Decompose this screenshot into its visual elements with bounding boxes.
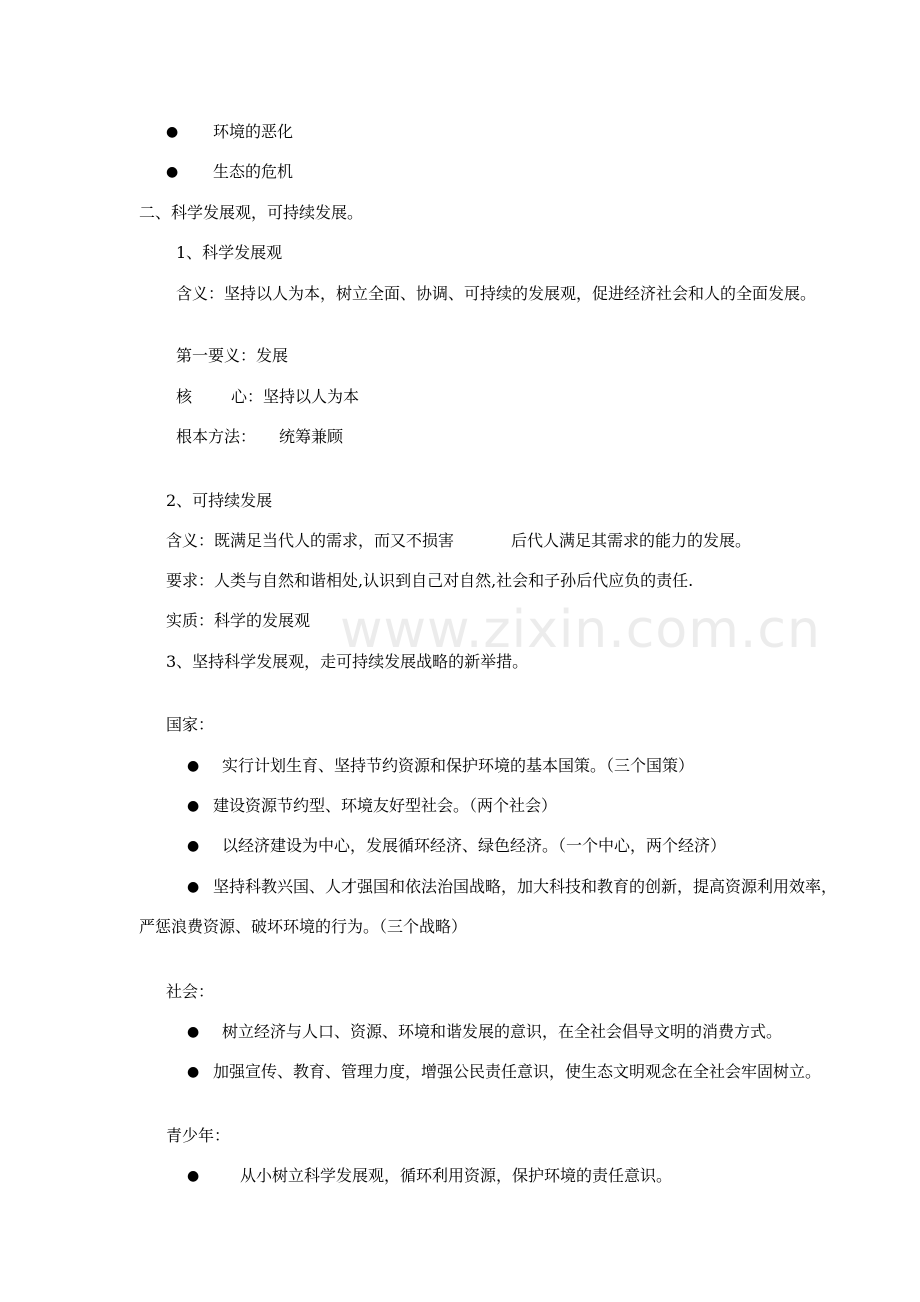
list-item: 实行计划生育、坚持节约资源和保护环境的基本国策。（三个国策） bbox=[222, 756, 695, 775]
definition-text: 含义：坚持以人为本，树立全面、协调、可持续的发展观，促进经济社会和人的全面发展。 bbox=[176, 284, 817, 303]
subsection-title: 3、坚持科学发展观，走可持续发展战略的新举措。 bbox=[166, 652, 529, 671]
method-label: 根本方法： bbox=[176, 427, 257, 446]
list-item: 加强宣传、教育、管理力度，增强公民责任意识，使生态文明观念在全社会牢固树立。 bbox=[213, 1062, 822, 1081]
watermark: www.zixin.com.cn bbox=[340, 600, 821, 660]
section-heading: 二、科学发展观，可持续发展。 bbox=[139, 203, 364, 222]
list-item: 生态的危机 bbox=[213, 162, 294, 181]
list-item-continuation: 严惩浪费资源、破坏环境的行为。（三个战略） bbox=[139, 917, 468, 936]
first-essence-text: 第一要义：发展 bbox=[176, 346, 289, 365]
bullet-icon: ● bbox=[187, 758, 200, 774]
group-label-country: 国家： bbox=[166, 715, 215, 734]
bullet-icon: ● bbox=[187, 838, 200, 854]
core-text: 心：坚持以人为本 bbox=[231, 387, 360, 406]
list-item: 坚持科教兴国、人才强国和依法治国战略，加大科技和教育的创新，提高资源利用效率， bbox=[213, 877, 838, 896]
definition-text-a: 含义：既满足当代人的需求，而又不损害 bbox=[166, 531, 455, 550]
list-item: 树立经济与人口、资源、环境和谐发展的意识，在全社会倡导文明的消费方式。 bbox=[222, 1022, 783, 1041]
list-item: 从小树立科学发展观，循环利用资源，保护环境的责任意识。 bbox=[240, 1166, 673, 1185]
subsection-title: 1、科学发展观 bbox=[176, 243, 283, 262]
bullet-icon: ● bbox=[187, 1168, 200, 1184]
core-label: 核 bbox=[176, 387, 193, 406]
bullet-icon: ● bbox=[166, 124, 179, 140]
list-item: 建设资源节约型、环境友好型社会。（两个社会） bbox=[213, 796, 558, 815]
bullet-icon: ● bbox=[187, 798, 200, 814]
group-label-youth: 青少年： bbox=[166, 1126, 231, 1145]
bullet-icon: ● bbox=[187, 1064, 200, 1080]
bullet-icon: ● bbox=[187, 879, 200, 895]
bullet-icon: ● bbox=[187, 1024, 200, 1040]
list-item: 以经济建设为中心，发展循环经济、绿色经济。（一个中心，两个经济） bbox=[222, 836, 727, 855]
group-label-society: 社会： bbox=[166, 982, 215, 1001]
subsection-title: 2、可持续发展 bbox=[166, 491, 273, 510]
essence-text: 实质：科学的发展观 bbox=[166, 611, 311, 630]
bullet-icon: ● bbox=[166, 164, 179, 180]
definition-text-b: 后代人满足其需求的能力的发展。 bbox=[511, 531, 752, 550]
requirement-text: 要求：人类与自然和谐相处,认识到自己对自然,社会和子孙后代应负的责任. bbox=[166, 571, 694, 590]
list-item: 环境的恶化 bbox=[213, 122, 294, 141]
method-value: 统筹兼顾 bbox=[279, 427, 344, 446]
